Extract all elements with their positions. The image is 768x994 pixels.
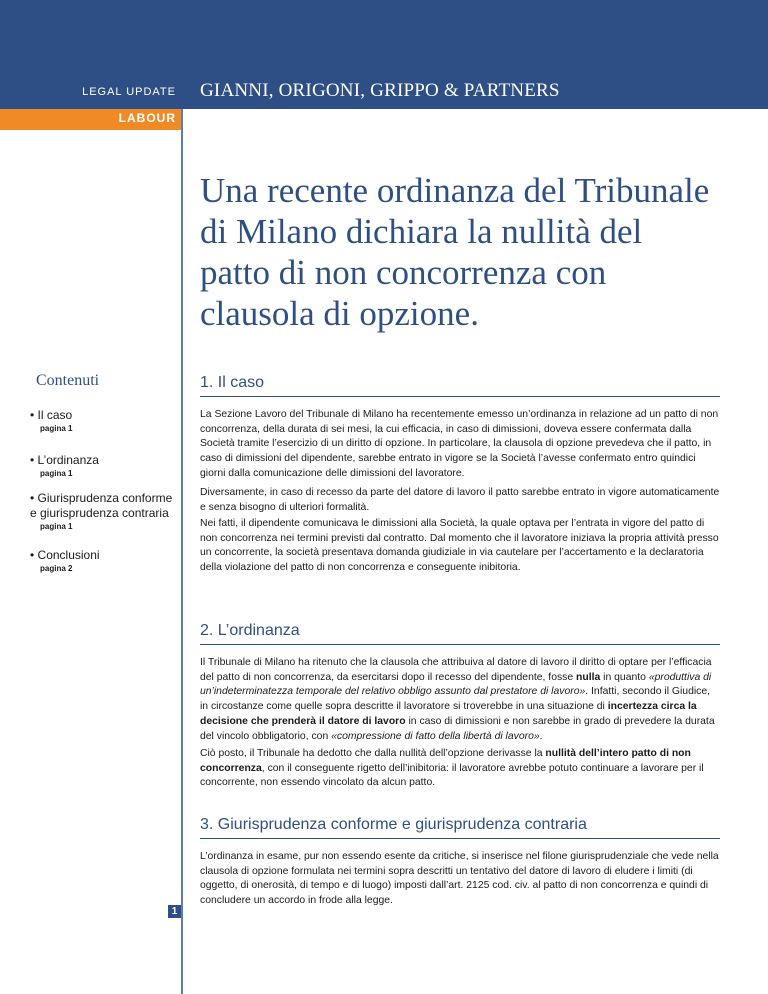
text-run: . Infatti, secondo il Giudice, in circostanze come quelle sopra descritte il lavoratore si troverebbe in una situazione di — [200, 686, 711, 713]
bold-text: nulla — [576, 671, 601, 683]
section-1-paragraph-2: Diversamente, in caso di recesso da parte del datore di lavoro il patto sarebbe entrato in vigore automaticamente e senza bisogno di ulteriori formalità. — [200, 487, 720, 513]
text-run: Ciò posto, il Tribunale ha dedotto che dalla nullità dell’opzione derivasse la — [200, 748, 546, 759]
toc-item-page: pagina 1 — [40, 424, 73, 433]
text-run: in caso di dimissioni e non sarebbe in grado di prevedere la durata del vincolo obbligatorio, con — [200, 715, 715, 742]
toc-item-caso[interactable] — [30, 408, 180, 433]
toc-item-page: pagina 2 — [40, 564, 73, 573]
text-run: . — [539, 730, 543, 742]
toc-item-page: pagina 1 — [40, 522, 73, 531]
toc-item-label: • Conclusioni — [30, 548, 100, 562]
toc-heading: Contenuti — [36, 372, 100, 389]
section-3-title: 3. Giurisprudenza conforme e giurisprudenza contraria — [200, 816, 587, 833]
section-1-title: 1. Il caso — [200, 374, 265, 391]
bold-text: incertezza circa la decisione che prenderà il datore di lavoro — [200, 701, 697, 727]
page-number: 1 — [168, 905, 181, 918]
toc-item-ordinanza[interactable] — [30, 453, 180, 478]
vertical-divider — [181, 109, 183, 994]
italic-quote: «compressione di fatto della libertà di lavoro» — [331, 730, 540, 742]
toc-item-label: • L’ordinanza — [30, 453, 99, 467]
text-run: Il Tribunale di Milano ha ritenuto che la clausola che attribuiva al datore di lavoro il diritto di optare per l’efficacia del patto di non concorrenza, da esercitarsi dopo il recesso del dipendente, fosse — [200, 657, 712, 683]
section-2-paragraph-1 — [200, 656, 720, 744]
section-1-paragraph-1: La Sezione Lavoro del Tribunale di Milano ha recentemente emesso un’ordinanza in relazione ad un patto di non concorrenza, della durata di sei mesi, la cui efficacia, in caso di dimissioni, doveva essere confermata dalla Società tramite l’esercizio di un diritto di opzione. In particolare, la clausola di opzione prevedeva che il patto, in caso di dimissioni del dipendente, sarebbe entrato in vigore se la Società l’avesse confermato entro quindici giorni dalla comunicazione delle dimissioni del lavoratore. — [200, 409, 719, 479]
italic-quote: «produttiva di un’indeterminatezza temporale del relativo obbligo assunto dal prestatore di lavoro» — [200, 671, 712, 698]
toc-item-label: • Giurisprudenza conforme e giurisprudenza contraria — [30, 491, 173, 520]
section-2-title: 2. L’ordinanza — [200, 622, 300, 639]
text-run: , con il conseguente rigetto dell’inibitoria: il lavoratore avrebbe potuto continuare a lavorare per il concorrente, non essendo vincolato da alcun patto. — [200, 762, 704, 789]
section-1-paragraph-3: Nei fatti, il dipendente comunicava le dimissioni alla Società, la quale optava per l’entrata in vigore del patto di non concorrenza nei termini previsti dal contratto. Dal momento che il lavoratore iniziava la propria attività presso un concorrente, la società presentava domanda giudiziale in via cautelare per l’accertamento e la declaratoria della violazione del patto di non concorrenza e conseguente inibitoria. — [200, 518, 719, 574]
section-3-rule — [200, 838, 720, 839]
doc-type-label: LEGAL UPDATE — [82, 86, 176, 98]
toc-item-conclusioni[interactable] — [30, 548, 180, 573]
toc-item-label: • Il caso — [30, 408, 73, 422]
section-2-rule — [200, 644, 720, 645]
section-2-paragraph-2 — [200, 747, 720, 791]
firm-name: GIANNI, ORIGONI, GRIPPO & PARTNERS — [200, 80, 560, 101]
toc-item-page: pagina 1 — [40, 469, 73, 478]
toc-item-giurisprudenza[interactable] — [30, 491, 180, 531]
section-1-rule — [200, 396, 720, 397]
bold-text: nullità dell’intero patto di non concorrenza — [200, 748, 691, 774]
text-run: in quanto — [600, 671, 649, 683]
category-label: LABOUR — [118, 111, 176, 125]
section-3-paragraph-1: L’ordinanza in esame, pur non essendo esente da critiche, si inserisce nel filone giurisprudenziale che vede nella clausola di opzione formulata nei termini sopra descritti un tentativo del datore di lavoro di eludere i limiti (di oggetto, di onerosità, di tempo e di luogo) imposti dall’art. 2125 cod. civ. al patto di non concorrenza e quindi di concludere un accordo in frode alla legge. — [200, 851, 719, 907]
document-title: Una recente ordinanza del Tribunale di Milano dichiara la nullità del patto di non concorrenza con clausola di opzione. — [200, 171, 710, 333]
